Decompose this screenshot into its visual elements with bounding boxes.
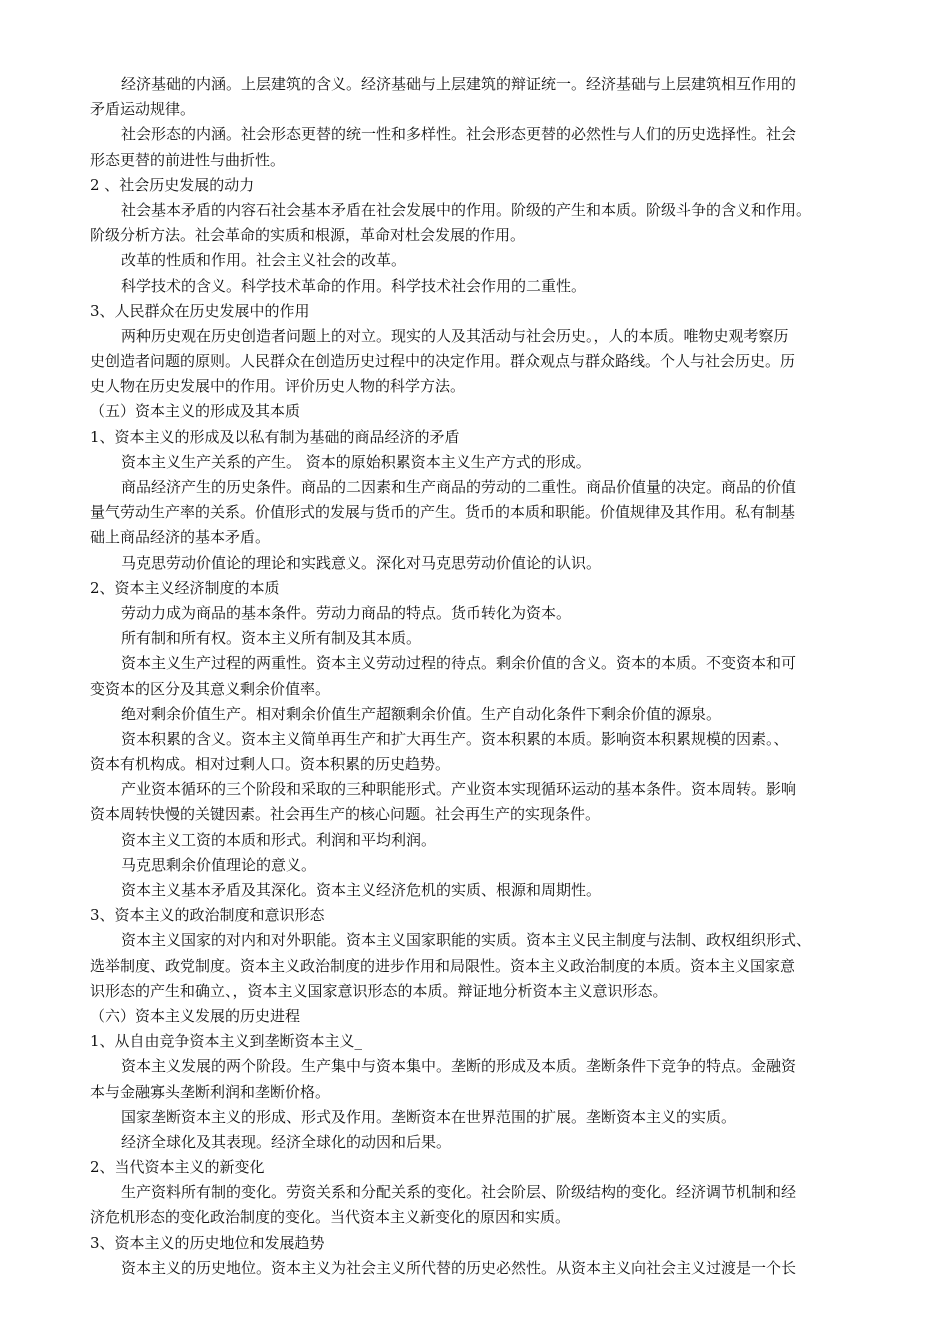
paragraph-line: 选举制度、政党制度。资本主义政治制度的进步作用和局限性。资本主义政治制度的本质。资本主义国家意 [90,956,796,975]
paragraph-line: 量气劳动生产率的关系。价值形式的发展与货币的产生。货币的本质和职能。价值规律及其作用。私有制基 [90,503,796,522]
section-heading: 2、资本主义经济制度的本质 [90,578,280,597]
paragraph-line: 识形态的产生和确立、，资本主义国家意识形态的本质。辩证地分析资本主义意识形态。 [90,981,668,1000]
section-heading: 2 、社会历史发展的动力 [90,175,255,194]
document-page [90,72,890,1281]
paragraph-line: 变资本的区分及其意义剩余价值率。 [90,679,331,698]
paragraph-line: 经济基础的内涵。上层建筑的含义。经济基础与上层建筑的辩证统一。经济基础与上层建筑相互作用的 [121,75,797,93]
paragraph-line: 资本主义国家的对内和对外职能。资本主义国家职能的实质。资本主义民主制度与法制、政权组织形式、 [121,931,812,950]
paragraph-line: 济危机形态的变化政治制度的变化。当代资本主义新变化的原因和实质。 [90,1208,571,1227]
paragraph-line: 科学技术的含义。科学技术革命的作用。科学技术社会作用的二重性。 [121,276,587,295]
paragraph-line: 两种历史观在历史创造者问题上的对立。现实的人及其活动与社会历史。，人的本质。唯物史观考察历 [121,326,789,345]
paragraph-line: 资本主义工资的本质和形式。利润和平均利润。 [121,830,437,849]
paragraph-line: 马克思剩余价值理论的意义。 [121,855,317,874]
paragraph-line: 资本主义发展的两个阶段。生产集中与资本集中。垄断的形成及本质。垄断条件下竞争的特点。金融资 [121,1057,797,1076]
section-heading: 3、人民群众在历史发展中的作用 [90,301,310,320]
paragraph-line: 商品经济产生的历史条件。商品的二因素和生产商品的劳动的二重性。商品价值量的决定。商品的价值 [121,478,797,496]
paragraph-line: 资本主义基本矛盾及其深化。资本主义经济危机的实质、根源和周期性。 [121,881,602,899]
paragraph-line: 绝对剩余价值生产。相对剩余价值生产超额剩余价值。生产自动化条件下剩余价值的源泉。 [121,704,722,723]
paragraph-line: 矛盾运动规律。 [90,100,196,119]
section-heading: 1、从自由竞争资本主义到垄断资本主义_ [90,1032,363,1051]
chapter-heading: （六）资本主义发展的历史进程 [90,1006,301,1025]
section-heading: 2、当代资本主义的新变化 [90,1158,265,1177]
paragraph-line: 形态更替的前进性与曲折性。 [90,150,286,169]
paragraph-line: 社会基本矛盾的内容石社会基本矛盾在社会发展中的作用。阶级的产生和本质。阶级斗争的含义和作用。 [121,200,812,219]
paragraph-line: 史人物在历史发展中的作用。评价历史人物的科学方法。 [90,377,466,396]
paragraph-line: 资本周转快慢的关键因素。社会再生产的核心问题。社会再生产的实现条件。 [90,805,601,824]
paragraph-line: 资本主义的历史地位。资本主义为社会主义所代替的历史必然性。从资本主义向社会主义过渡是一个长 [121,1258,797,1277]
paragraph-line: 资本积累的含义。资本主义简单再生产和扩大再生产。资本积累的本质。影响资本积累规模的因素。、 [121,729,789,748]
paragraph-line: 阶级分析方法。社会革命的实质和根源，革命对杜会发展的作用。 [90,226,526,245]
paragraph-line: 史创造者问题的原则。人民群众在创造历史过程中的决定作用。群众观点与群众路线。个人与社会历史。历 [90,352,796,371]
paragraph-line: 资本主义生产关系的产生。 资本的原始积累资本主义生产方式的形成。 [121,452,591,471]
section-heading: 3、资本主义的政治制度和意识形态 [90,906,325,925]
paragraph-line: 本与金融寡头垄断利润和垄断价格。 [90,1082,331,1101]
paragraph-line: 资本主义生产过程的两重性。资本主义劳动过程的待点。剩余价值的含义。资本的本质。不变资本和可 [121,654,797,673]
chapter-heading: （五）资本主义的形成及其本质 [90,402,301,421]
paragraph-line: 础上商品经济的基本矛盾。 [90,528,271,547]
paragraph-line: 经济全球化及其表现。经济全球化的动因和后果。 [121,1132,452,1151]
paragraph-line: 所有制和所有权。资本主义所有制及其本质。 [121,629,422,648]
paragraph-line: 资本有机构成。相对过剩人口。资本积累的历史趋势。 [90,755,451,774]
paragraph-line: 社会形态的内涵。社会形态更替的统一性和多样性。社会形态更替的必然性与人们的历史选择性。社会 [121,125,797,144]
paragraph-line: 生产资料所有制的变化。劳资关系和分配关系的变化。社会阶层、阶级结构的变化。经济调节机制和经 [121,1183,797,1202]
paragraph-line: 国家垄断资本主义的形成、形式及作用。垄断资本在世界范围的扩展。垄断资本主义的实质。 [121,1107,737,1126]
paragraph-line: 马克思劳动价值论的理论和实践意义。深化对马克思劳动价值论的认识。 [121,553,602,572]
paragraph-line: 改革的性质和作用。社会主义社会的改革。 [121,251,407,270]
paragraph-line: 产业资本循环的三个阶段和采取的三种职能形式。产业资本实现循环运动的基本条件。资本周转。影响 [121,780,797,799]
section-heading: 1、资本主义的形成及以私有制为基础的商品经济的矛盾 [90,427,460,446]
paragraph-line: 劳动力成为商品的基本条件。劳动力商品的特点。货币转化为资本。 [121,603,572,622]
section-heading: 3、资本主义的历史地位和发展趋势 [90,1233,325,1252]
